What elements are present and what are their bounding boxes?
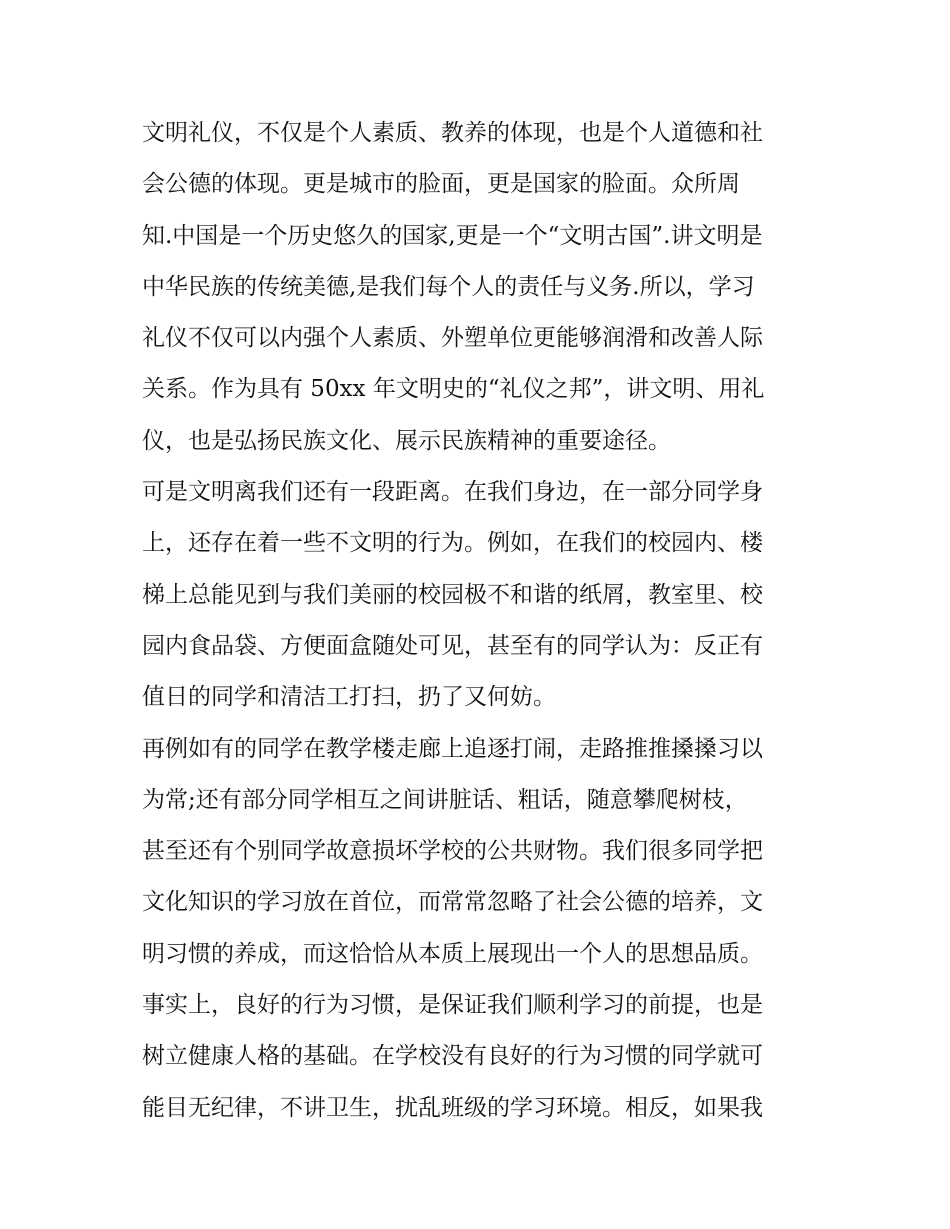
text-line: 会公德的体现。更是城市的脸面，更是国家的脸面。众所周 [142,171,740,198]
text-line: 文明礼仪，不仅是个人素质、教养的体现，也是个人道德和社 [142,120,763,146]
text-line: 园内食品袋、方便面盒随处可见，甚至有的同学认为：反正有 [142,632,763,659]
text-line: 明习惯的养成，而这恰恰从本质上展现出一个人的思想品质。 [142,940,763,967]
text-line: 能目无纪律，不讲卫生，扰乱班级的学习环境。相反，如果我 [142,1094,763,1121]
text-line: 树立健康人格的基础。在学校没有良好的行为习惯的同学就可 [142,1043,763,1070]
text-line: 知.中国是一个历史悠久的国家,更是一个“文明古国”.讲文明是 [142,222,763,249]
text-line: 甚至还有个别同学故意损坏学校的公共财物。我们很多同学把 [142,838,763,865]
text-line: 可是文明离我们还有一段距离。在我们身边，在一部分同学身 [142,479,763,506]
text-line: 仪，也是弘扬民族文化、展示民族精神的重要途径。 [142,427,671,454]
text-line: 文化知识的学习放在首位，而常常忽略了社会公德的培养，文 [142,889,763,916]
text-line: 中华民族的传统美德,是我们每个人的责任与义务.所以，学习 [142,273,755,300]
text-line: 再例如有的同学在教学楼走廊上追逐打闹，走路推推搡搡习以 [142,735,763,762]
text-line: 梯上总能见到与我们美丽的校园极不和谐的纸屑，教室里、校 [142,581,763,608]
text-line: 关系。作为具有 50xx 年文明史的“礼仪之邦”，讲文明、用礼 [142,376,765,403]
text-line: 事实上，良好的行为习惯，是保证我们顺利学习的前提，也是 [142,992,763,1019]
text-line: 值日的同学和清洁工打扫，扔了又何妨。 [142,684,556,711]
body-text [142,108,822,1134]
text-line: 上，还存在着一些不文明的行为。例如，在我们的校园内、楼 [142,530,763,557]
text-line: 为常;还有部分同学相互之间讲脏话、粗话，随意攀爬树枝， [142,786,748,813]
text-line: 礼仪不仅可以内强个人素质、外塑单位更能够润滑和改善人际 [142,325,763,352]
